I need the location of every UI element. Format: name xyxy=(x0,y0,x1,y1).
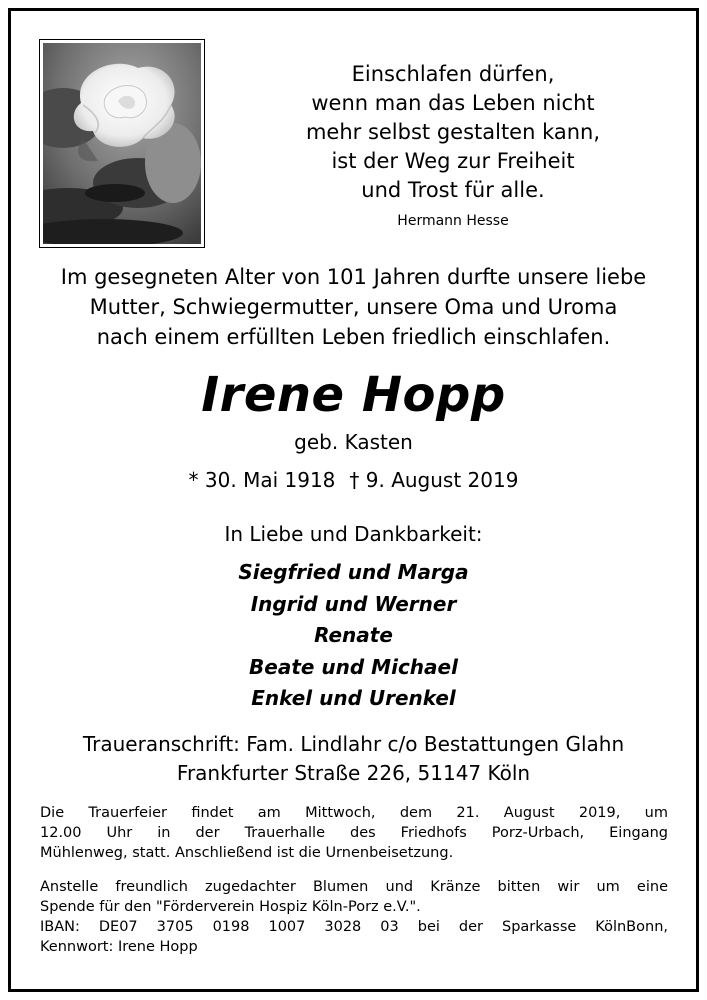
mourner-name: Renate xyxy=(314,623,393,647)
birth-date: * 30. Mai 1918 xyxy=(188,468,336,492)
donation-line: IBAN: DE07 3705 0198 1007 3028 03 bei der Sparkasse KölnBonn, xyxy=(40,919,668,935)
birth-name: geb. Kasten xyxy=(294,430,413,454)
life-dates xyxy=(20,468,687,492)
ceremony-line: 12.00 Uhr in der Trauerhalle des Friedhofs Porz-Urbach, Eingang xyxy=(40,825,668,841)
mourning-address xyxy=(20,730,687,788)
mourners-list xyxy=(20,557,687,715)
ceremony-paragraph xyxy=(40,803,668,863)
poem-line: und Trost für alle. xyxy=(361,178,545,202)
poem-line: ist der Weg zur Freiheit xyxy=(331,149,575,173)
death-date: † 9. August 2019 xyxy=(349,468,519,492)
address-line: Traueranschrift: Fam. Lindlahr c/o Bestattungen Glahn xyxy=(82,732,625,756)
deceased-name: Irene Hopp xyxy=(201,367,506,423)
mourner-name: Ingrid und Werner xyxy=(250,591,457,616)
poem-line: wenn man das Leben nicht xyxy=(311,91,595,115)
intro-line: nach einem erfüllten Leben friedlich einschlafen. xyxy=(96,325,611,349)
donation-paragraph xyxy=(40,877,668,957)
rose-photo xyxy=(39,39,205,248)
poem-author: Hermann Hesse xyxy=(397,213,509,229)
intro-line: Mutter, Schwiegermutter, unsere Oma und Uroma xyxy=(89,295,618,319)
donation-line: Spende für den "Förderverein Hospiz Köln-Porz e.V.". xyxy=(40,899,421,915)
poem xyxy=(270,60,636,205)
mourner-name: Enkel und Urenkel xyxy=(251,686,456,710)
ceremony-line: Die Trauerfeier findet am Mittwoch, dem 21. August 2019, um xyxy=(40,805,668,821)
rose-image xyxy=(43,43,201,244)
intro-line: Im gesegneten Alter von 101 Jahren durfte unsere liebe xyxy=(60,265,647,289)
mourners-heading: In Liebe und Dankbarkeit: xyxy=(224,522,483,546)
ceremony-line: Mühlenweg, statt. Anschließend ist die Urnenbeisetzung. xyxy=(40,845,454,861)
mourner-name: Beate und Michael xyxy=(249,654,458,679)
intro-text xyxy=(20,262,687,352)
donation-line: Anstelle freundlich zugedachter Blumen und Kränze bitten wir um eine xyxy=(40,879,668,895)
mourner-name: Siegfried und Marga xyxy=(238,560,469,584)
poem-line: Einschlafen dürfen, xyxy=(351,62,555,86)
poem-line: mehr selbst gestalten kann, xyxy=(305,120,601,144)
address-line: Frankfurter Straße 226, 51147 Köln xyxy=(176,761,531,785)
donation-line: Kennwort: Irene Hopp xyxy=(40,939,198,955)
